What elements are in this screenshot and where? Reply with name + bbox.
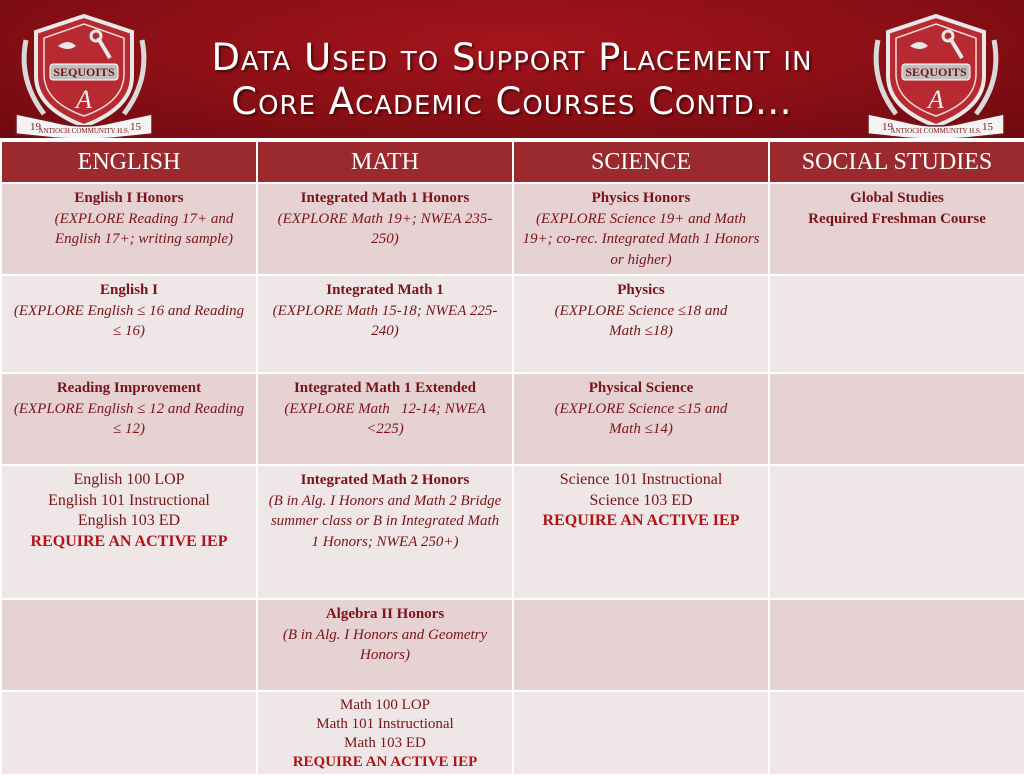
course-criteria: (EXPLORE Math 12-14; NWEA <225) [284,400,490,437]
course-name: Integrated Math 1 Honors [300,190,470,206]
school-crest-right-icon [866,10,1006,138]
svg-text:SEQUOITS: SEQUOITS [53,65,115,79]
course-name: Integrated Math 2 Honors [300,472,470,488]
cell-social-studies-empty [769,373,1024,465]
course-line: English 103 ED [77,512,181,529]
cell-math [257,465,513,599]
svg-text:15: 15 [982,121,993,133]
course-line: Math 103 ED [344,735,426,751]
cell-english [1,465,257,599]
course-name: Integrated Math 1 [326,282,444,298]
svg-text:19: 19 [30,121,41,133]
cell-social-studies [769,183,1024,275]
cell-math [257,275,513,373]
iep-requirement: REQUIRE AN ACTIVE IEP [542,512,740,529]
placement-table [0,140,1024,776]
cell-science [513,373,769,465]
svg-text:SEQUOITS: SEQUOITS [905,65,967,79]
svg-text:19: 19 [882,121,893,133]
iep-requirement: REQUIRE AN ACTIVE IEP [30,532,228,550]
course-criteria: (EXPLORE Math 15-18; NWEA 225-240) [272,302,498,339]
cell-science [513,183,769,275]
cell-english-empty [1,599,257,691]
course-name: Physics Honors [591,190,691,206]
svg-text:ANTIOCH COMMUNITY H.S.: ANTIOCH COMMUNITY H.S. [38,127,130,135]
course-criteria: (B in Alg. I Honors and Math 2 Bridge summer class or B in Integrated Math 1 Honors; NWEA 250+) [268,492,502,550]
course-line: Math 100 LOP [340,697,430,713]
course-name: Algebra II Honors [325,606,445,622]
cell-science [513,275,769,373]
header-english: ENGLISH [1,141,257,183]
cell-english [1,373,257,465]
title-line-2: Core Academic Courses Contd… [231,80,793,123]
course-criteria: (EXPLORE Math 19+; NWEA 235-250) [277,210,493,247]
cell-english [1,183,257,275]
cell-social-studies-empty [769,275,1024,373]
cell-science [513,465,769,599]
header-math: MATH [257,141,513,183]
course-name: Physical Science [588,380,694,396]
cell-social-studies-empty [769,465,1024,599]
course-criteria: (EXPLORE English ≤ 16 and Reading ≤ 16) [13,302,245,339]
cell-social-studies-empty [769,691,1024,775]
course-criteria: (EXPLORE Science ≤15 and Math ≤14) [554,400,728,437]
course-name: Reading Improvement [56,380,202,396]
header-social-studies: SOCIAL STUDIES [769,141,1024,183]
table-header-row [1,141,1024,183]
course-line: Science 101 Instructional [559,471,723,488]
course-name: Physics [617,282,665,298]
table-row [1,465,1024,599]
cell-english [1,275,257,373]
svg-text:A: A [928,85,944,114]
table-row [1,275,1024,373]
course-criteria: (EXPLORE English ≤ 12 and Reading ≤ 12) [13,400,245,437]
course-note: Required Freshman Course [808,210,986,227]
course-line: English 101 Instructional [48,491,210,509]
course-criteria: (B in Alg. I Honors and Geometry Honors) [282,626,488,663]
cell-science-empty [513,599,769,691]
cell-math [257,691,513,775]
table-row [1,599,1024,691]
cell-math [257,373,513,465]
svg-text:ANTIOCH COMMUNITY H.S.: ANTIOCH COMMUNITY H.S. [890,127,982,135]
course-criteria: (EXPLORE Science 19+ and Math 19+; co-rec. Integrated Math 1 Honors or higher) [522,210,760,268]
course-name: English I Honors [74,190,184,206]
svg-text:15: 15 [130,121,141,133]
cell-science-empty [513,691,769,775]
table-row [1,183,1024,275]
course-line: English 100 LOP [73,471,185,488]
course-line: Math 101 Instructional [316,716,454,732]
cell-english-empty [1,691,257,775]
course-name: English I [100,282,158,298]
course-criteria: (EXPLORE Science ≤18 and Math ≤18) [554,302,728,339]
school-crest-left-icon [14,10,154,138]
course-line: Science 103 ED [589,491,693,509]
slide-header [0,0,1024,138]
svg-text:A: A [76,85,92,114]
table-row [1,373,1024,465]
course-criteria: (EXPLORE Reading 17+ and English 17+; writing sample) [54,210,234,247]
iep-requirement: REQUIRE AN ACTIVE IEP [292,754,478,770]
header-science: SCIENCE [513,141,769,183]
course-name: Global Studies [850,190,944,206]
cell-math [257,599,513,691]
slide-title [130,36,894,124]
cell-math [257,183,513,275]
course-name: Integrated Math 1 Extended [293,380,477,396]
cell-social-studies-empty [769,599,1024,691]
title-line-1: Data Used to Support Placement in [211,36,813,79]
table-row [1,691,1024,775]
